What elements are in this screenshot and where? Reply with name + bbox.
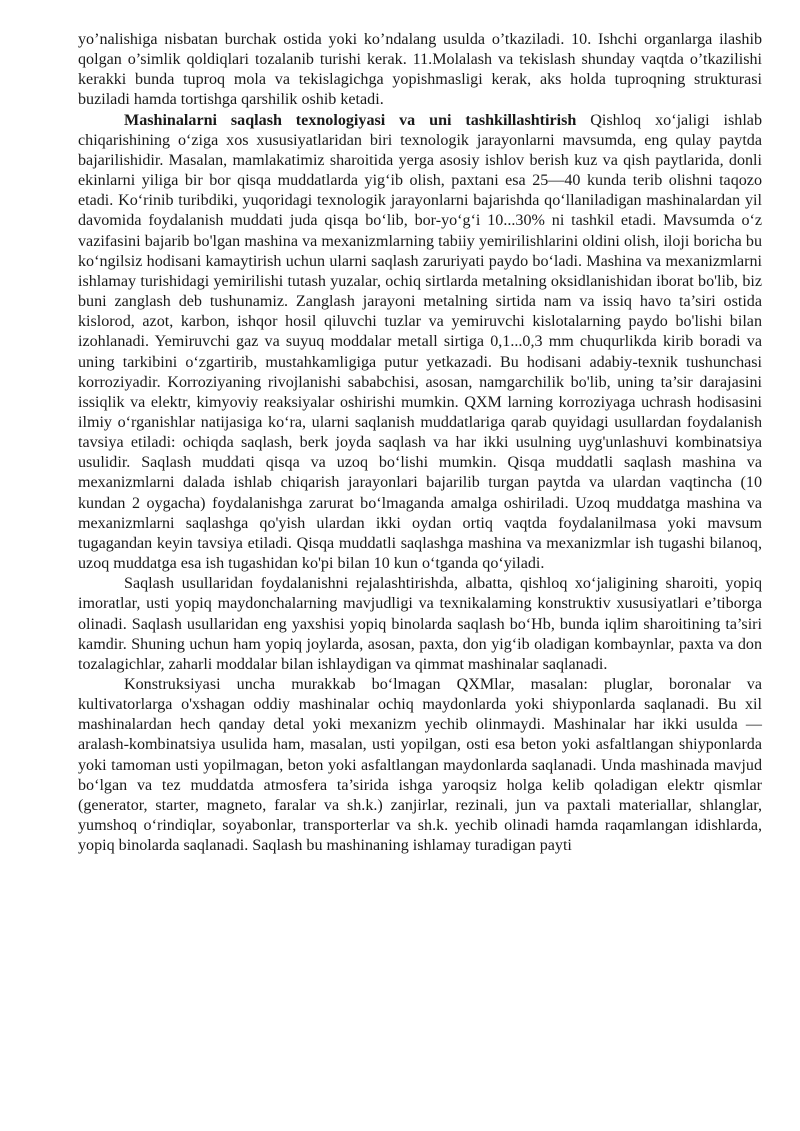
paragraph-storage-technology: [78, 111, 762, 575]
section-heading: Mashinalarni saqlash texnologiyasi va uni tashkillashtirish: [124, 111, 577, 129]
paragraph-text: Qishloq xo‘jaligi ishlab chiqarishining o‘ziga xos xususiyatlaridan biri texnologik jarayonlarni mavsumda, eng qulay paytda bajarilishidir. Masalan, mamlakatimiz sharoitida yerga asosiy ishlov berish kuz va qish paytlarida, donli ekinlarni yiliga bir bor qisqa muddatlarda yig‘ib olish, paxtani esa 25—40 kunda terib olishni taqozo etadi. Ko‘rinib turibdiki, yuqoridagi texnologik jarayonlarni bajarishda qo‘llaniladigan mashinalardan yil davomida foydalanish muddati juda qisqa bo‘lib, bor-yo‘g‘i 10...30% ni tashkil etadi. Mavsumda o‘z vazifasini bajarib bo'lgan mashina va mexanizmlarning tabiiy yemirilishlarini oldini olish, iloji boricha bu ko‘ngilsiz hodisani kamaytirish uchun ularni saqlash zaruriyati paydo bo‘ladi. Mashina va mexanizmlarni ishlamay turishidagi yemirilishi tutash yuzalar, ochiq sirtlarda metalning oksidlanishidan iborat bo'lib, biz buni zanglash deb tushunamiz. Zanglash jarayoni metalning sirtida nam va issiq havo ta’siri ostida kislorod, azot, karbon, ishqor hosil qiluvchi tuzlar va yemiruvchi kislotalarning paydo bo'lishi bilan izohlanadi. Yemiruvchi gaz va suyuq moddalar metall sirtiga 0,1...0,3 mm chuqurlikda kirib boradi va uning tarkibini o‘zgartirib, mustahkamligiga putur yetkazadi. Bu hodisani adabiy-texnik tushunchasi korroziyadir. Korroziyaning rivojlanishi sababchisi, asosan, namgarchilik bo'lib, uning ta’sir darajasini issiqlik va elektr, kimyoviy reaksiyalar oshirishi mumkin. QXM larning korroziyaga uchrash hodisasini ilmiy o‘rganishlar natijasiga ko‘ra, ularni saqlanish muddatlariga qarab quyidagi usullardan foydalanish tavsiya etiladi: ochiqda saqlash, berk joyda saqlash va har ikki usulning uyg'unlashuvi kombinatsiya usulidir. Saqlash muddati qisqa va uzoq bo‘lishi mumkin. Qisqa muddatli saqlash mashina va mexanizmlarni dalada ishlab chiqarish jarayonlari bajarilib turgan paytda va ulardan vaqtincha (10 kundan 2 oygacha) foydalanishga zarurat bo‘lmaganda amalga oshiriladi. Uzoq muddatga mashina va mexanizmlarni saqlashga qo'yish ulardan ikki oydan ortiq vaqtda foydalanilmasa yoki mavsum tugagandan keyin tavsiya etiladi. Qisqa muddatli saqlashga mashina va mexanizmlar ish tugashi bilanoq, uzoq muddatga esa ish tugashidan ko'pi bilan 10 kun o‘tganda qo‘yiladi.: [78, 111, 762, 573]
paragraph-continuation: [78, 30, 762, 111]
paragraph-text: yo’nalishiga nisbatan burchak ostida yoki ko’ndalang usulda o’tkaziladi. 10. Ishchi organlarga ilashib qolgan o’simlik qoldiqlari tozalanib turishi kerak. 11.Molalash va tekislash shunday vaqtda o’tkazilishi kerakki bunda tuproq mola va tekislagichga yopishmasligi kerak, aks holda tuproqning strukturasi buziladi hamda tortishga qarshilik oshib ketadi.: [78, 31, 762, 109]
document-page: [78, 30, 762, 856]
paragraph-text: Saqlash usullaridan foydalanishni rejalashtirishda, albatta, qishloq xo‘jaligining sharoiti, yopiq imoratlar, usti yopiq maydonchalarning mavjudligi va texnikalaming konstruktiv xususiyatlari e’tiborga olinadi. Saqlash usullaridan eng yaxshisi yopiq binolarda saqlash bo‘Hb, bunda iqlim sharoitining ta’siri kamdir. Shuning uchun ham yopiq joylarda, asosan, paxta, don yig‘ib oladigan kombaynlar, paxta va don tozalagichlar, zaharli moddalar bilan ishlaydigan va qimmat mashinalar saqlanadi.: [78, 575, 762, 673]
paragraph-storage-planning: [78, 574, 762, 675]
paragraph-simple-machines: [78, 675, 762, 856]
paragraph-text: Konstruksiyasi uncha murakkab bo‘lmagan QXMlar, masalan: pluglar, boronalar va kultivatorlarga o'xshagan oddiy mashinalar ochiq maydonlarda yoki shiyponlarda saqlanadi. Bu xil mashinalardan hech qanday detal yoki mexanizm yechib olinmaydi. Mashinalar har ikki usulda — aralash-kombinatsiya usulida ham, masalan, usti yopilgan, osti esa beton yoki asfaltlangan shiyponlarda yoki tamoman usti yopilmagan, beton yoki asfaltlangan maydonlarda saqlanadi. Unda mashinada mavjud bo‘lgan va tez muddatda atmosfera ta’sirida ishga yaroqsiz holga kelib qoladigan elektr qismlar (generator, starter, magneto, faralar va sh.k.) zanjirlar, rezinali, jun va paxtali materiallar, shlanglar, yumshoq o‘rindiqlar, soyabonlar, transporterlar va sh.k. yechib olinadi hamda raqamlangan idishlarda, yopiq binolarda saqlanadi. Saqlash bu mashinaning ishlamay turadigan payti: [78, 676, 762, 855]
